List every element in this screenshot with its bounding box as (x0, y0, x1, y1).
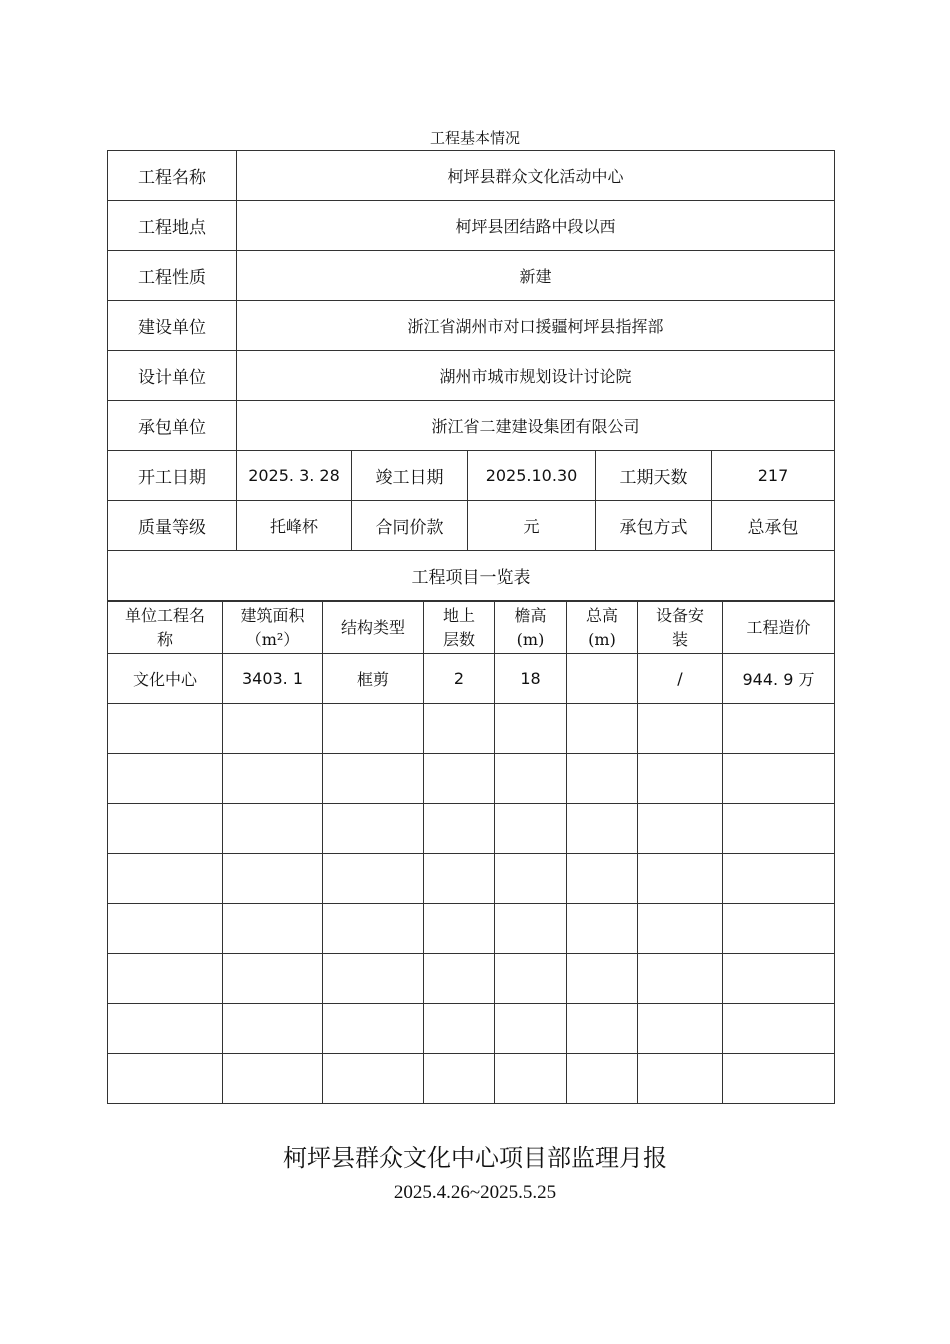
table-row (108, 654, 835, 704)
table-cell (495, 704, 567, 754)
basic-info-table (107, 150, 835, 601)
table-cell: 文化中心 (108, 654, 223, 704)
column-header-structure-type: 结构类型 (323, 602, 424, 654)
table-cell (723, 854, 835, 904)
table-cell (223, 1004, 323, 1054)
column-header-equipment: 设备安 装 (638, 602, 723, 654)
table-cell (723, 1054, 835, 1104)
table-cell (567, 704, 638, 754)
table-row (108, 904, 835, 954)
table-cell (323, 804, 424, 854)
owner-label: 建设单位 (108, 301, 237, 351)
table-row (108, 1054, 835, 1104)
table-cell (108, 854, 223, 904)
table-row (108, 754, 835, 804)
designer-value: 湖州市城市规划设计讨论院 (237, 351, 835, 401)
table-cell (108, 704, 223, 754)
table-cell (424, 1004, 495, 1054)
table-cell (323, 904, 424, 954)
table-cell (723, 904, 835, 954)
table-row (108, 251, 835, 301)
table-row (108, 501, 835, 551)
table-cell (223, 754, 323, 804)
start-date-value: 2025. 3. 28 (237, 451, 352, 501)
table-cell (638, 1054, 723, 1104)
table-row (108, 954, 835, 1004)
table-cell (223, 1054, 323, 1104)
table-row (108, 854, 835, 904)
table-cell: 框剪 (323, 654, 424, 704)
project-location-label: 工程地点 (108, 201, 237, 251)
table-caption: 工程基本情况 (429, 129, 520, 147)
table-cell (424, 904, 495, 954)
project-name-label: 工程名称 (108, 151, 237, 201)
projects-list-title: 工程项目一览表 (108, 551, 835, 601)
project-location-value: 柯坪县团结路中段以西 (237, 201, 835, 251)
duration-value: 217 (712, 451, 835, 501)
table-row (108, 351, 835, 401)
table-cell (424, 804, 495, 854)
table-cell (424, 754, 495, 804)
table-cell (424, 854, 495, 904)
column-header-total-height: 总高 (m) (567, 602, 638, 654)
table-cell: 2 (424, 654, 495, 704)
table-cell (723, 954, 835, 1004)
end-date-label: 竣工日期 (352, 451, 468, 501)
table-cell (723, 804, 835, 854)
column-header-floor-area: 建筑面积 （m²） (223, 602, 323, 654)
table-cell (495, 954, 567, 1004)
table-row (108, 401, 835, 451)
table-cell (723, 1004, 835, 1054)
table-cell (567, 904, 638, 954)
start-date-label: 开工日期 (108, 451, 237, 501)
table-cell: 3403. 1 (223, 654, 323, 704)
table-row (108, 551, 835, 601)
table-cell (723, 754, 835, 804)
table-row (108, 1004, 835, 1054)
column-header-floors: 地上 层数 (424, 602, 495, 654)
table-cell (638, 804, 723, 854)
table-cell (108, 754, 223, 804)
table-cell (567, 1004, 638, 1054)
table-cell (567, 854, 638, 904)
table-cell (495, 804, 567, 854)
table-cell (495, 754, 567, 804)
owner-value: 浙江省湖州市对口援疆柯坪县指挥部 (237, 301, 835, 351)
table-cell (223, 854, 323, 904)
table-cell (323, 954, 424, 1004)
table-cell (424, 704, 495, 754)
table-cell (108, 804, 223, 854)
quality-grade-label: 质量等级 (108, 501, 237, 551)
report-title: 柯坪县群众文化中心项目部监理月报 (283, 1144, 667, 1172)
table-row (108, 804, 835, 854)
table-cell (424, 954, 495, 1004)
table-cell (567, 654, 638, 704)
table-cell (223, 954, 323, 1004)
contract-price-label: 合同价款 (352, 501, 468, 551)
table-cell (638, 954, 723, 1004)
contractor-label: 承包单位 (108, 401, 237, 451)
project-nature-value: 新建 (237, 251, 835, 301)
contract-price-value: 元 (468, 501, 596, 551)
table-cell (323, 704, 424, 754)
table-cell (638, 704, 723, 754)
report-period: 2025.4.26~2025.5.25 (393, 1182, 557, 1203)
table-cell (638, 754, 723, 804)
table-row (108, 151, 835, 201)
table-cell (638, 1004, 723, 1054)
table-row (108, 201, 835, 251)
table-cell (567, 754, 638, 804)
table-cell: 18 (495, 654, 567, 704)
table-cell (323, 1054, 424, 1104)
project-nature-label: 工程性质 (108, 251, 237, 301)
table-cell: / (638, 654, 723, 704)
table-cell (223, 904, 323, 954)
table-cell (323, 1004, 424, 1054)
table-cell (424, 1054, 495, 1104)
table-cell (567, 804, 638, 854)
quality-grade-value: 托峰杯 (237, 501, 352, 551)
table-cell (495, 904, 567, 954)
duration-label: 工期天数 (596, 451, 712, 501)
table-cell (323, 854, 424, 904)
table-cell (495, 1054, 567, 1104)
table-cell (108, 1004, 223, 1054)
table-row (108, 301, 835, 351)
table-cell (223, 704, 323, 754)
contractor-value: 浙江省二建建设集团有限公司 (237, 401, 835, 451)
contract-mode-label: 承包方式 (596, 501, 712, 551)
column-header-unit-name: 单位工程名 称 (108, 602, 223, 654)
projects-table (107, 601, 835, 1104)
table-row (108, 451, 835, 501)
column-header-cost: 工程造价 (723, 602, 835, 654)
table-cell (495, 1004, 567, 1054)
table-cell (495, 854, 567, 904)
column-header-eave-height: 檐高 (m) (495, 602, 567, 654)
projects-body (108, 654, 835, 1104)
table-cell (223, 804, 323, 854)
contract-mode-value: 总承包 (712, 501, 835, 551)
designer-label: 设计单位 (108, 351, 237, 401)
table-cell (638, 854, 723, 904)
table-row (108, 704, 835, 754)
table-cell (323, 754, 424, 804)
table-cell (108, 904, 223, 954)
table-cell: 944. 9 万 (723, 654, 835, 704)
table-cell (108, 954, 223, 1004)
end-date-value: 2025.10.30 (468, 451, 596, 501)
table-cell (567, 954, 638, 1004)
table-cell (638, 904, 723, 954)
table-cell (723, 704, 835, 754)
table-cell (567, 1054, 638, 1104)
project-name-value: 柯坪县群众文化活动中心 (237, 151, 835, 201)
table-cell (108, 1054, 223, 1104)
projects-header-row (108, 602, 835, 654)
